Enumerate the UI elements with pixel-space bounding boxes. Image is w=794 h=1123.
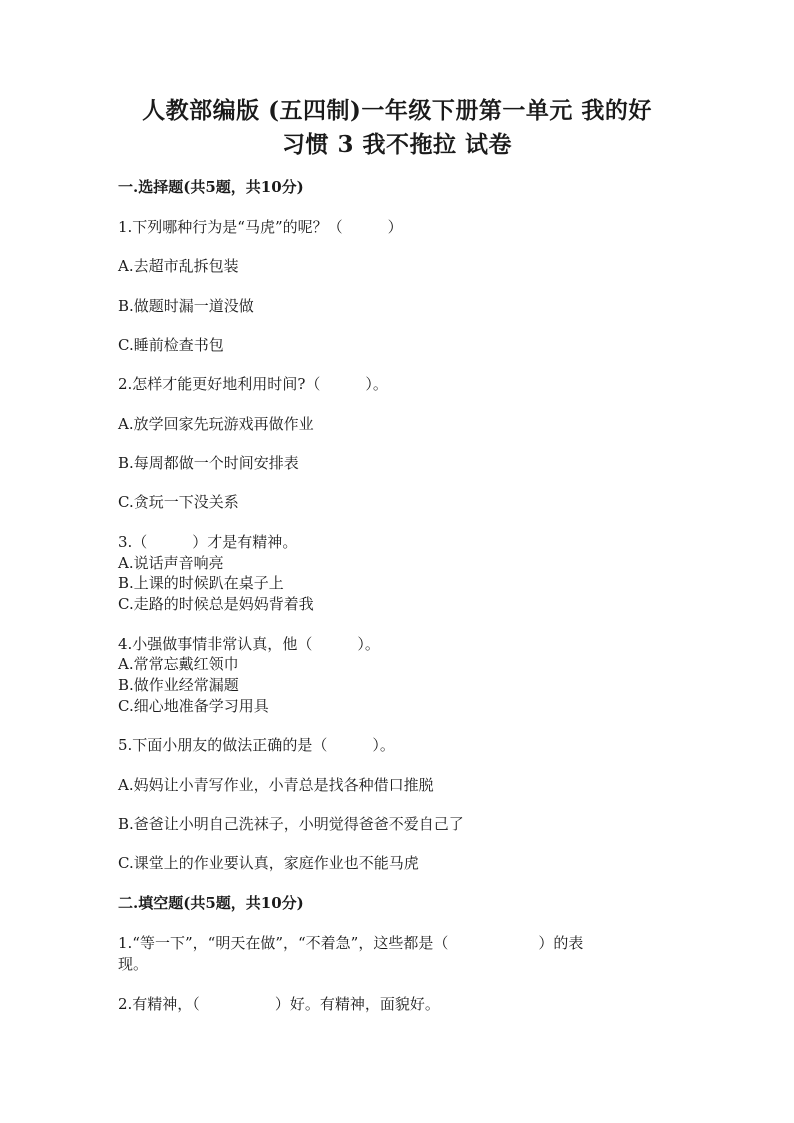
question-2-option-a: A.放学回家先玩游戏再做作业	[118, 415, 314, 433]
question-3-option-b: B.上课的时候趴在桌子上	[118, 574, 284, 592]
question-3-option-c: C.走路的时候总是妈妈背着我	[118, 595, 314, 613]
exam-title-line-1: 人教部编版 (五四制)一年级下册第一单元 我的好	[142, 97, 652, 124]
question-4-option-a: A.常常忘戴红领巾	[118, 655, 239, 673]
question-2-option-b: B.每周都做一个时间安排表	[118, 454, 299, 472]
exam-title-line-2: 习惯 3 我不拖拉 试卷	[281, 131, 513, 158]
question-5-option-c: C.课堂上的作业要认真，家庭作业也不能马虎	[118, 854, 419, 872]
question-3-stem: 3.（ ）才是有精神。	[118, 533, 298, 551]
fill-question-2-stem: 2.有精神，（ ）好。有精神，面貌好。	[118, 995, 440, 1013]
question-5-option-b: B.爸爸让小明自己洗袜子，小明觉得爸爸不爱自己了	[118, 815, 464, 833]
question-2-option-c: C.贪玩一下没关系	[118, 493, 239, 511]
question-5-option-a: A.妈妈让小青写作业，小青总是找各种借口推脱	[118, 776, 434, 794]
question-4-option-b: B.做作业经常漏题	[118, 676, 239, 694]
question-1-option-a: A.去超市乱拆包装	[118, 257, 239, 275]
question-5-stem: 5.下面小朋友的做法正确的是（ ）。	[118, 736, 395, 754]
question-3-option-a: A.说话声音响亮	[118, 554, 224, 572]
question-1-stem: 1.下列哪种行为是“马虎”的呢？（ ）	[118, 218, 403, 236]
question-4-stem: 4.小强做事情非常认真，他（ ）。	[118, 635, 380, 653]
question-1-option-c: C.睡前检查书包	[118, 336, 224, 354]
section-heading-multiple-choice: 一.选择题(共5题，共10分)	[118, 178, 304, 196]
question-2-stem: 2.怎样才能更好地利用时间?（ ）。	[118, 375, 388, 393]
question-1-option-b: B.做题时漏一道没做	[118, 297, 254, 315]
section-heading-fill-in-blank: 二.填空题(共5题，共10分)	[118, 894, 304, 912]
question-4-option-c: C.细心地准备学习用具	[118, 697, 269, 715]
fill-question-1-line-1: 1.“等一下”，“明天在做”，“不着急”，这些都是（ ）的表	[118, 934, 584, 952]
fill-question-1-line-2: 现。	[118, 955, 149, 973]
